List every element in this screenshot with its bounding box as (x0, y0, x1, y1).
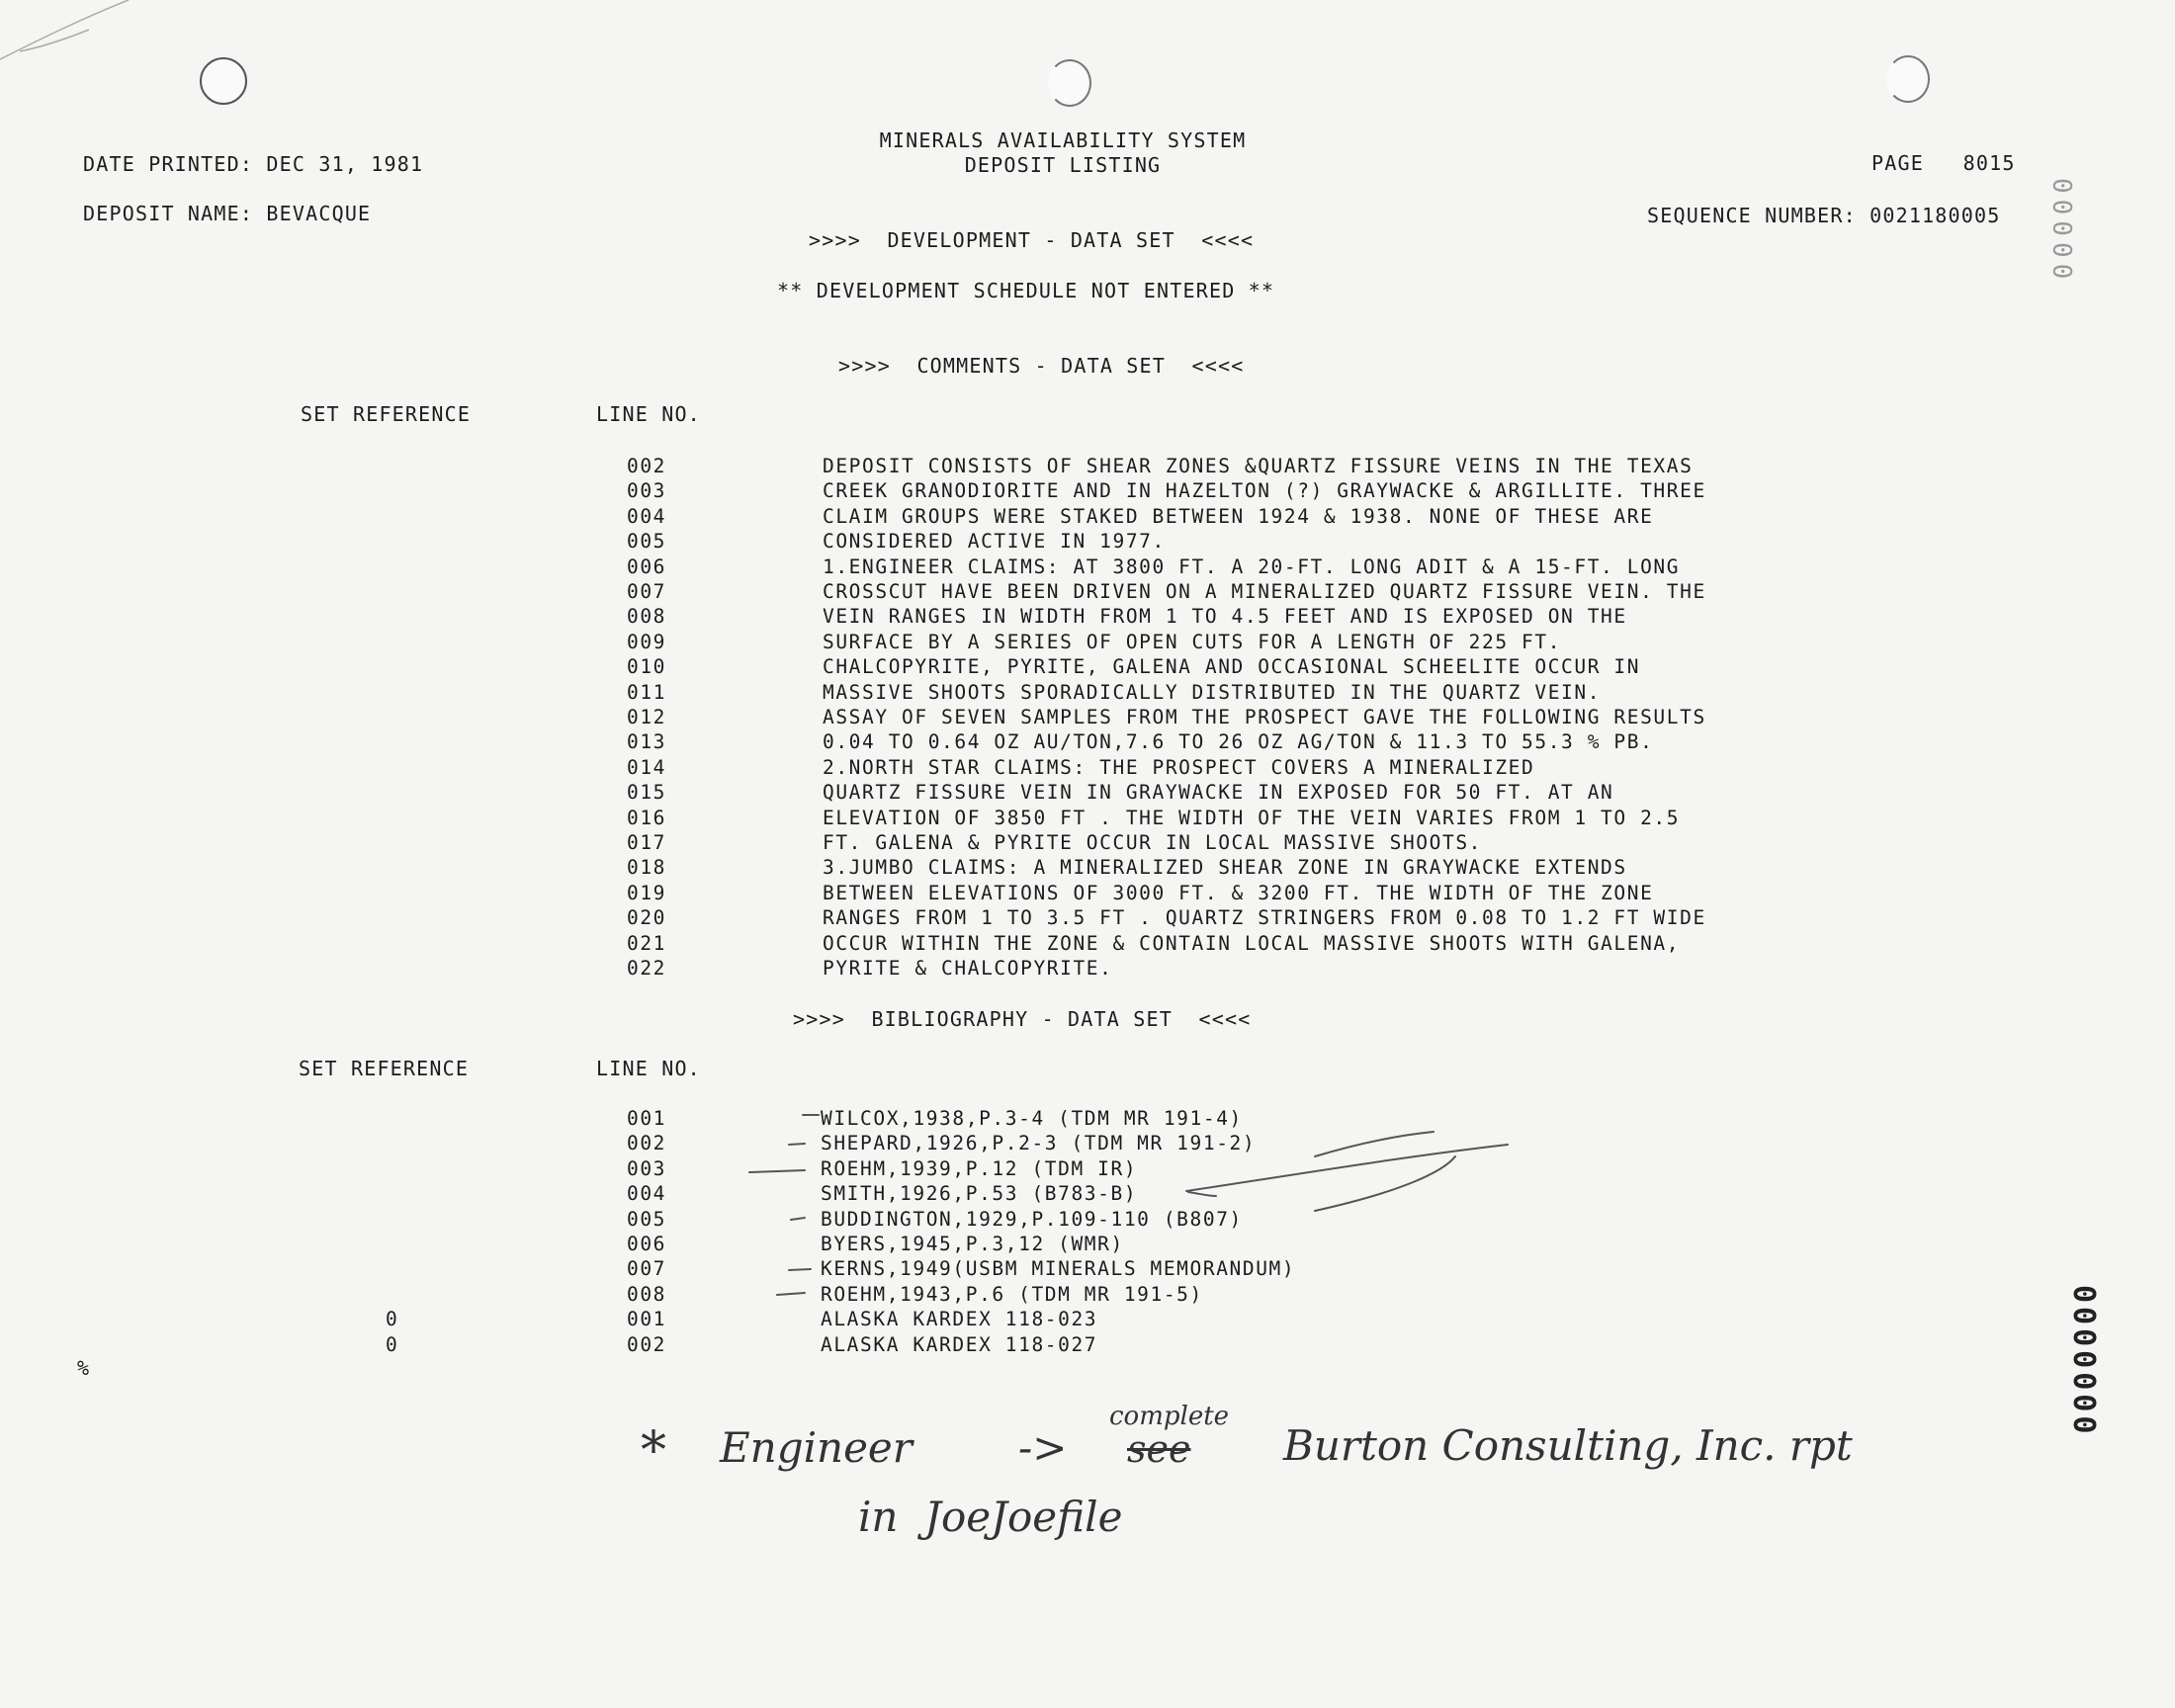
comment-line-text: FT. GALENA & PYRITE OCCUR IN LOCAL MASSIVE SHOOTS. (823, 831, 1482, 854)
comment-line-number: 011 (627, 680, 667, 704)
bib-line-number: 007 (627, 1257, 667, 1281)
comment-line-text: QUARTZ FISSURE VEIN IN GRAYWACKE IN EXPOSED FOR 50 FT. AT AN (823, 781, 1614, 805)
bib-line-number: 005 (627, 1207, 667, 1231)
bib-set-reference: 0 (386, 1332, 399, 1356)
comments-heading: >>>> COMMENTS - DATA SET <<<< (838, 354, 1245, 378)
bib-line-number: 006 (627, 1233, 667, 1255)
bib-entry-text: ALASKA KARDEX 118-023 (821, 1308, 1098, 1331)
bib-entry-text: SMITH,1926,P.53 (B783-B) (821, 1182, 1138, 1206)
development-heading: >>>> DEVELOPMENT - DATA SET <<<< (809, 228, 1255, 252)
comment-line-number: 009 (627, 630, 667, 653)
side-stamp-digits: 0000000 (2066, 1285, 2101, 1438)
bib-line-number: 002 (627, 1132, 667, 1155)
comment-line-number: 021 (627, 931, 667, 955)
bibliography-col-set-reference: SET REFERENCE (299, 1057, 470, 1080)
handwritten-burton-consulting: Burton Consulting, Inc. rpt (1283, 1421, 1853, 1470)
sequence-number: SEQUENCE NUMBER: 0021180005 (1647, 204, 2001, 227)
comment-line-text: PYRITE & CHALCOPYRITE. (823, 957, 1113, 980)
comment-line-number: 015 (627, 781, 667, 805)
handwritten-joefile: in JoeJoefile (858, 1493, 1123, 1541)
comment-line-text: CONSIDERED ACTIVE IN 1977. (823, 530, 1166, 554)
comment-line-number: 008 (627, 605, 667, 629)
bib-line-number: 002 (627, 1332, 667, 1356)
comment-line-text: 2.NORTH STAR CLAIMS: THE PROSPECT COVERS A MINERALIZED (823, 755, 1535, 779)
page-number: PAGE 8015 (1871, 151, 2016, 175)
listing-title: DEPOSIT LISTING (964, 153, 1162, 177)
bib-line-number: 001 (627, 1107, 667, 1130)
footer-mark: % (77, 1356, 91, 1380)
comment-line-number: 019 (627, 881, 667, 904)
bibliography-heading: >>>> BIBLIOGRAPHY - DATA SET <<<< (793, 1007, 1252, 1031)
date-printed: DATE PRINTED: DEC 31, 1981 (83, 152, 424, 176)
comment-line-text: VEIN RANGES IN WIDTH FROM 1 TO 4.5 FEET AND IS EXPOSED ON THE (823, 605, 1627, 629)
bib-set-reference: 0 (386, 1308, 399, 1331)
comment-line-text: 0.04 TO 0.64 OZ AU/TON,7.6 TO 26 OZ AG/TON & 11.3 TO 55.3 % PB. (823, 730, 1654, 754)
comment-line-text: SURFACE BY A SERIES OF OPEN CUTS FOR A LENGTH OF 225 FT. (823, 630, 1562, 653)
comments-col-line-no: LINE NO. (596, 402, 701, 426)
comment-line-number: 016 (627, 806, 667, 829)
comment-line-number: 007 (627, 580, 667, 603)
deposit-name: DEPOSIT NAME: BEVACQUE (83, 202, 372, 225)
comment-line-text: OCCUR WITHIN THE ZONE & CONTAIN LOCAL MASSIVE SHOOTS WITH GALENA, (823, 931, 1681, 955)
comment-line-text: CHALCOPYRITE, PYRITE, GALENA AND OCCASIONAL SCHEELITE OCCUR IN (823, 655, 1641, 679)
bib-entry-text: ROEHM,1943,P.6 (TDM MR 191-5) (821, 1282, 1203, 1306)
comment-line-text: ELEVATION OF 3850 FT . THE WIDTH OF THE VEIN VARIES FROM 1 TO 2.5 (823, 806, 1681, 829)
comment-line-number: 022 (627, 957, 667, 980)
system-title: MINERALS AVAILABILITY SYSTEM (879, 128, 1247, 152)
comment-line-text: BETWEEN ELEVATIONS OF 3000 FT. & 3200 FT. THE WIDTH OF THE ZONE (823, 881, 1654, 904)
comment-line-text: 3.JUMBO CLAIMS: A MINERALIZED SHEAR ZONE IN GRAYWACKE EXTENDS (823, 856, 1627, 880)
comment-line-number: 010 (627, 655, 667, 679)
comment-line-text: CLAIM GROUPS WERE STAKED BETWEEN 1924 & 1938. NONE OF THESE ARE (823, 504, 1654, 528)
bib-line-number: 003 (627, 1156, 667, 1180)
comment-line-text: CROSSCUT HAVE BEEN DRIVEN ON A MINERALIZED QUARTZ FISSURE VEIN. THE (823, 580, 1706, 603)
comment-line-number: 018 (627, 856, 667, 880)
development-note: ** DEVELOPMENT SCHEDULE NOT ENTERED ** (777, 279, 1275, 302)
punch-hole-left (200, 57, 247, 105)
bib-entry-text: BYERS,1945,P.3,12 (WMR) (821, 1233, 1124, 1255)
bib-entry-text: BUDDINGTON,1929,P.109-110 (B807) (821, 1207, 1243, 1231)
punch-hole-right (1886, 55, 1930, 103)
comment-line-number: 017 (627, 831, 667, 854)
comments-col-set-reference: SET REFERENCE (301, 402, 472, 426)
comment-line-number: 005 (627, 530, 667, 554)
comment-line-text: MASSIVE SHOOTS SPORADICALLY DISTRIBUTED IN THE QUARTZ VEIN. (823, 680, 1602, 704)
comment-line-number: 012 (627, 706, 667, 728)
comment-line-number: 004 (627, 504, 667, 528)
bib-entry-text: ROEHM,1939,P.12 (TDM IR) (821, 1156, 1138, 1180)
bib-line-number: 004 (627, 1182, 667, 1206)
bib-entry-text: WILCOX,1938,P.3-4 (TDM MR 191-4) (821, 1107, 1243, 1130)
comment-line-text: ASSAY OF SEVEN SAMPLES FROM THE PROSPECT GAVE THE FOLLOWING RESULTS (823, 706, 1706, 728)
bib-line-number: 001 (627, 1308, 667, 1331)
comment-line-text: RANGES FROM 1 TO 3.5 FT . QUARTZ STRINGERS FROM 0.08 TO 1.2 FT WIDE (823, 906, 1706, 930)
handwritten-insert-complete: complete (1109, 1402, 1230, 1431)
handwritten-engineer: Engineer (720, 1423, 913, 1472)
comment-line-number: 014 (627, 755, 667, 779)
bibliography-col-line-no: LINE NO. (596, 1057, 701, 1080)
side-stamp-faint: 00000 (2046, 178, 2076, 286)
bib-entry-text: KERNS,1949(USBM MINERALS MEMORANDUM) (821, 1257, 1296, 1281)
comment-line-number: 020 (627, 906, 667, 930)
punch-hole-center (1048, 59, 1091, 107)
comment-line-number: 013 (627, 730, 667, 754)
handwritten-star: * (641, 1421, 666, 1481)
comment-line-text: DEPOSIT CONSISTS OF SHEAR ZONES &QUARTZ FISSURE VEINS IN THE TEXAS (823, 455, 1694, 477)
bib-entry-text: ALASKA KARDEX 118-027 (821, 1332, 1098, 1356)
bib-entry-text: SHEPARD,1926,P.2-3 (TDM MR 191-2) (821, 1132, 1257, 1155)
comment-line-number: 002 (627, 455, 667, 477)
handwritten-arrow: -> (1018, 1423, 1068, 1472)
comment-line-text: CREEK GRANODIORITE AND IN HAZELTON (?) GRAYWACKE & ARGILLITE. THREE (823, 479, 1706, 503)
comment-line-text: 1.ENGINEER CLAIMS: AT 3800 FT. A 20-FT. LONG ADIT & A 15-FT. LONG (823, 555, 1681, 578)
bib-line-number: 008 (627, 1282, 667, 1306)
comment-line-number: 003 (627, 479, 667, 503)
comment-line-number: 006 (627, 555, 667, 578)
handwritten-struck-word: see (1127, 1427, 1191, 1471)
